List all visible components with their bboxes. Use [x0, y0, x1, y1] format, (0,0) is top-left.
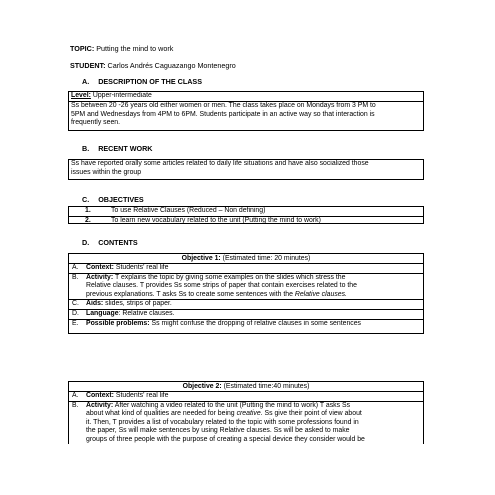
objective-2-table	[68, 381, 424, 444]
row-text: about what kind of qualities are needed for being	[86, 410, 237, 418]
topic-value: Putting the mind to work	[94, 44, 174, 53]
section-c-title: OBJECTIVES	[98, 195, 144, 204]
level-label: Level:	[71, 92, 91, 99]
row-text: previous explanations. T asks Ss to create some sentences with the	[86, 290, 295, 298]
objective-2-header	[69, 382, 423, 392]
row-label: Possible problems:	[86, 319, 150, 327]
student-line	[70, 61, 236, 70]
topic-line	[70, 44, 173, 53]
row-letter: E.	[72, 319, 79, 327]
row-text: Ss might confuse the dropping of relative clauses in some sentences	[149, 319, 362, 327]
row-text: Ss give their point of view about	[262, 410, 362, 418]
row-text: groups of three people with the purpose of creating a special device they consider would be	[86, 435, 365, 443]
row-text: Students' real life	[113, 264, 169, 271]
row-text: the paper, Ss will make sentences by using Relative clauses. Ss will be asked to make	[86, 427, 350, 435]
objectives-box	[68, 206, 424, 224]
row-letter: D.	[72, 309, 79, 317]
topic-label: TOPIC:	[70, 44, 95, 53]
objective-2-title: Objective 2:	[182, 383, 222, 390]
table-row	[69, 264, 423, 274]
objective-row	[69, 217, 423, 226]
row-text: Relative clauses. T provides Ss some strips of paper that contain exercises related to the	[86, 282, 357, 290]
row-text: : Relative clauses.	[118, 309, 175, 317]
objective-1-title: Objective 1:	[181, 255, 221, 262]
row-text-italic: Relative clauses.	[294, 290, 347, 298]
level-value: Upper-intermediate	[90, 92, 152, 99]
objective-number: 2.	[85, 216, 91, 224]
row-letter: B.	[72, 401, 79, 409]
section-d-heading	[82, 238, 138, 247]
row-label: Language	[86, 309, 119, 317]
table-row	[69, 402, 423, 445]
description-text	[69, 102, 423, 128]
objective-1-header	[69, 254, 423, 264]
objective-2-time: (Estimated time:40 minutes)	[221, 383, 310, 390]
table-row	[69, 274, 423, 301]
description-line: Ss between 20 -26 years old either women or men. The class takes place on Mondays from 3 PM to	[71, 102, 376, 109]
row-letter: C.	[72, 300, 79, 308]
row-label: Aids:	[86, 300, 104, 308]
description-line: 5PM and Wednesdays from 4PM to 6PM. Students participate in an active way so that interaction is	[71, 110, 375, 118]
section-c-heading	[82, 195, 144, 204]
objective-number: 1.	[85, 207, 91, 214]
table-row	[69, 300, 423, 310]
row-text: After watching a video related to the unit (Putting the mind to work) T asks Ss	[113, 401, 351, 409]
student-value: Carlos Andrés Caguazango Montenegro	[105, 61, 236, 70]
level-row	[69, 92, 423, 102]
objective-text: To learn new vocabulary related to the unit (Putting the mind to work)	[111, 216, 321, 224]
section-b-letter: B.	[82, 144, 90, 153]
row-letter: A.	[72, 264, 79, 271]
objective-1-time: (Estimated time: 20 minutes)	[220, 255, 311, 262]
row-text: T explains the topic by giving some examples on the slides which stress the	[113, 273, 346, 281]
description-box	[68, 91, 424, 131]
objective-1-table	[68, 253, 424, 334]
row-letter: A.	[72, 392, 79, 399]
recent-work-box	[68, 159, 424, 180]
section-d-title: CONTENTS	[98, 238, 138, 247]
row-label: Context:	[86, 392, 114, 399]
student-label: STUDENT:	[70, 61, 106, 70]
section-a-title: DESCRIPTION OF THE CLASS	[98, 77, 203, 86]
row-letter: B.	[72, 273, 79, 281]
section-a-heading	[82, 77, 202, 86]
section-d-letter: D.	[82, 238, 90, 247]
table-row	[69, 392, 423, 402]
row-text-italic: creative.	[236, 410, 263, 418]
row-text: slides, strips of paper.	[103, 300, 172, 308]
row-label: Activity:	[86, 401, 114, 409]
section-c-letter: C.	[82, 195, 90, 204]
objective-row	[69, 207, 423, 217]
table-row	[69, 310, 423, 320]
section-b-heading	[82, 144, 153, 153]
objective-text: To use Relative Clauses (Reduced – Non defining)	[111, 207, 266, 214]
section-b-title: RECENT WORK	[98, 144, 153, 153]
row-label: Context:	[86, 264, 114, 271]
row-text: Students' real life	[113, 392, 169, 399]
description-line: frequently seen.	[71, 119, 121, 127]
section-a-letter: A.	[82, 77, 90, 86]
recent-work-line: Ss have reported orally some articles related to daily life situations and have also socialized those	[71, 160, 369, 167]
recent-work-text	[69, 160, 423, 177]
row-label: Activity:	[86, 273, 114, 281]
recent-work-line: issues within the group	[71, 168, 142, 176]
table-row	[69, 320, 423, 329]
row-text: it. Then, T provides a list of vocabulary related to the topic with some professions found in	[86, 418, 359, 426]
